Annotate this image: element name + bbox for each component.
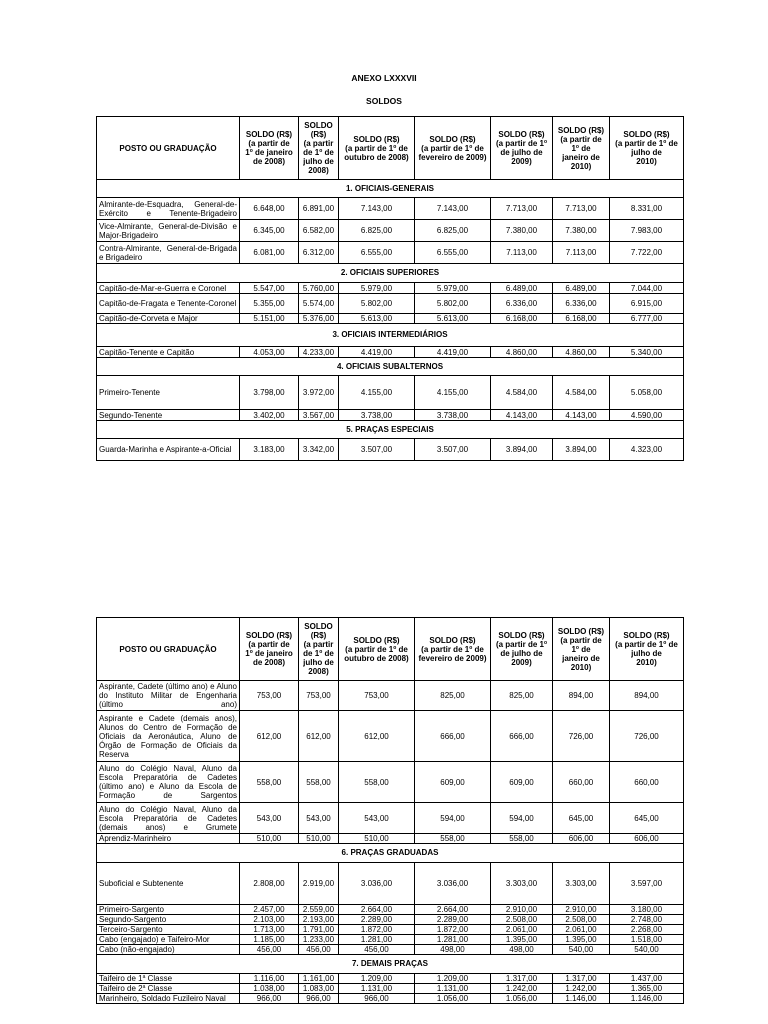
soldo-value: 3.507,00: [339, 439, 415, 461]
header-col3: SOLDO (R$) (a partir de 1$^o$ de outubro de 2008): [339, 618, 415, 681]
soldo-value: 3.342,00: [299, 439, 339, 461]
section-heading: 5. PRAÇAS ESPECIAIS: [97, 421, 684, 439]
soldo-value: 2.910,00: [553, 905, 610, 915]
soldo-value: 612,00: [240, 711, 299, 762]
soldo-value: 1.233,00: [299, 935, 339, 945]
soldo-value: 894,00: [553, 681, 610, 711]
section-heading: 2. OFICIAIS SUPERIORES: [97, 264, 684, 283]
soldo-value: 5.376,00: [299, 314, 339, 324]
soldo-value: 6.312,00: [299, 242, 339, 264]
soldo-value: 7.044,00: [610, 283, 684, 294]
soldo-value: 966,00: [339, 994, 415, 1004]
soldo-value: 1.209,00: [415, 974, 491, 984]
soldo-value: 1.281,00: [339, 935, 415, 945]
soldo-value: 4.584,00: [553, 376, 610, 410]
table-row: [97, 834, 684, 844]
header-col5: SOLDO (R$) (a partir de 1$^o$ de julho de 2009): [491, 618, 553, 681]
rank-name: Aspirante e Cadete (demais anos), Alunos do Centro de Formação de Oficiais da Aeronáutica, Aluno de Órgão de Formação de Oficiais da Reserva: [97, 711, 240, 762]
soldo-value: 498,00: [491, 945, 553, 955]
soldo-value: 753,00: [240, 681, 299, 711]
soldo-value: 1.317,00: [553, 974, 610, 984]
soldo-value: 5.760,00: [299, 283, 339, 294]
soldo-value: 6.648,00: [240, 198, 299, 220]
soldo-value: 825,00: [415, 681, 491, 711]
soldo-value: 3.798,00: [240, 376, 299, 410]
table-row: [97, 863, 684, 905]
rank-name: Primeiro-Tenente: [97, 376, 240, 410]
soldo-value: 606,00: [610, 834, 684, 844]
soldo-value: 3.597,00: [610, 863, 684, 905]
soldo-value: 666,00: [415, 711, 491, 762]
rank-name: Aluno do Colégio Naval, Aluno da Escola Preparatória de Cadetes (último ano) e Aluno da Escola de Formação de Sargentos: [97, 762, 240, 803]
soldo-value: 1.131,00: [415, 984, 491, 994]
table-row: [97, 935, 684, 945]
table-row: [97, 994, 684, 1004]
soldo-value: 1.395,00: [491, 935, 553, 945]
rank-name: Aspirante, Cadete (último ano) e Aluno do Instituto Militar de Engenharia (último ano): [97, 681, 240, 711]
soldo-value: 6.555,00: [415, 242, 491, 264]
soldo-value: 6.555,00: [339, 242, 415, 264]
soldo-value: 456,00: [299, 945, 339, 955]
soldo-value: 726,00: [553, 711, 610, 762]
table-row: [97, 283, 684, 294]
soldo-value: 543,00: [240, 803, 299, 834]
table-row: [97, 925, 684, 935]
soldo-value: 7.380,00: [553, 220, 610, 242]
soldo-value: 6.825,00: [339, 220, 415, 242]
soldo-value: 1.185,00: [240, 935, 299, 945]
soldo-value: 7.983,00: [610, 220, 684, 242]
soldo-value: 5.574,00: [299, 294, 339, 314]
header-posto: POSTO OU GRADUAÇÃO: [97, 618, 240, 681]
soldo-value: 1.317,00: [491, 974, 553, 984]
soldo-value: 3.567,00: [299, 410, 339, 421]
rank-name: Taifeiro de 2$^a$ Classe: [97, 984, 240, 994]
soldo-value: 558,00: [339, 762, 415, 803]
soldo-value: 8.331,00: [610, 198, 684, 220]
soldo-value: 1.038,00: [240, 984, 299, 994]
soldo-value: 5.613,00: [339, 314, 415, 324]
soldo-value: 6.777,00: [610, 314, 684, 324]
soldo-value: 3.036,00: [339, 863, 415, 905]
document-subtitle: SOLDOS: [366, 96, 402, 106]
soldo-value: 4.584,00: [491, 376, 553, 410]
soldo-value: 1.242,00: [491, 984, 553, 994]
soldo-value: 558,00: [299, 762, 339, 803]
rank-name: Aprendiz-Marinheiro: [97, 834, 240, 844]
soldo-value: 6.345,00: [240, 220, 299, 242]
soldo-value: 6.336,00: [491, 294, 553, 314]
header-posto: POSTO OU GRADUAÇÃO: [97, 117, 240, 180]
soldo-value: 1.083,00: [299, 984, 339, 994]
soldo-value: 612,00: [299, 711, 339, 762]
soldo-value: 5.802,00: [415, 294, 491, 314]
rank-name: Capitão-Tenente e Capitão: [97, 347, 240, 358]
section-heading: 6. PRAÇAS GRADUADAS: [97, 844, 684, 863]
table-row: [97, 220, 684, 242]
soldo-value: 3.738,00: [415, 410, 491, 421]
soldo-value: 510,00: [339, 834, 415, 844]
soldo-value: 6.336,00: [553, 294, 610, 314]
header-col4: SOLDO (R$) (a partir de 1$^o$ de fevereiro de 2009): [415, 618, 491, 681]
header-row: [97, 117, 684, 180]
soldo-value: 2.919,00: [299, 863, 339, 905]
soldo-value: 2.664,00: [339, 905, 415, 915]
section-heading: 4. OFICIAIS SUBALTERNOS: [97, 358, 684, 376]
soldo-value: 7.380,00: [491, 220, 553, 242]
rank-name: Contra-Almirante, General-de-Brigada e Brigadeiro: [97, 242, 240, 264]
soldo-value: 726,00: [610, 711, 684, 762]
header-col6: SOLDO (R$) (a partir de 1$^o$ de janeiro de 2010): [553, 618, 610, 681]
soldo-value: 3.303,00: [553, 863, 610, 905]
soldo-value: 1.116,00: [240, 974, 299, 984]
soldo-value: 2.103,00: [240, 915, 299, 925]
soldo-value: 2.061,00: [491, 925, 553, 935]
soldo-value: 6.825,00: [415, 220, 491, 242]
soldo-value: 5.613,00: [415, 314, 491, 324]
rank-name: Capitão-de-Mar-e-Guerra e Coronel: [97, 283, 240, 294]
soldo-value: 894,00: [610, 681, 684, 711]
soldo-value: 1.872,00: [339, 925, 415, 935]
soldo-value: 1.161,00: [299, 974, 339, 984]
soldo-value: 2.559,00: [299, 905, 339, 915]
table-row: [97, 439, 684, 461]
header-col5: SOLDO (R$) (a partir de 1$^o$ de julho de 2009): [491, 117, 553, 180]
soldo-value: 4.590,00: [610, 410, 684, 421]
rank-name: Aluno do Colégio Naval, Aluno da Escola Preparatória de Cadetes (demais anos) e Grumete: [97, 803, 240, 834]
table-row: [97, 945, 684, 955]
soldo-value: 2.193,00: [299, 915, 339, 925]
table-row: [97, 984, 684, 994]
soldo-value: 6.489,00: [491, 283, 553, 294]
rank-name: Guarda-Marinha e Aspirante-a-Oficial: [97, 439, 240, 461]
soldo-value: 4.143,00: [553, 410, 610, 421]
soldo-value: 7.713,00: [553, 198, 610, 220]
soldo-value: 4.860,00: [553, 347, 610, 358]
soldo-value: 3.180,00: [610, 905, 684, 915]
soldo-value: 558,00: [491, 834, 553, 844]
soldo-value: 5.802,00: [339, 294, 415, 314]
rank-name: Cabo (não-engajado): [97, 945, 240, 955]
soldo-value: 1.056,00: [491, 994, 553, 1004]
soldo-value: 5.058,00: [610, 376, 684, 410]
soldo-value: 2.457,00: [240, 905, 299, 915]
soldo-value: 1.791,00: [299, 925, 339, 935]
header-col1: SOLDO (R$) (a partir de 1$^o$ de janeiro de 2008): [240, 117, 299, 180]
header-col6: SOLDO (R$) (a partir de 1$^o$ de janeiro de 2010): [553, 117, 610, 180]
soldo-value: 4.053,00: [240, 347, 299, 358]
soldo-value: 1.209,00: [339, 974, 415, 984]
soldo-value: 3.738,00: [339, 410, 415, 421]
soldo-value: 7.113,00: [491, 242, 553, 264]
soldo-value: 6.168,00: [553, 314, 610, 324]
soldo-value: 660,00: [553, 762, 610, 803]
rank-name: Capitão-de-Fragata e Tenente-Coronel: [97, 294, 240, 314]
annex-title: ANEXO LXXXVII: [351, 73, 417, 83]
soldo-value: 606,00: [553, 834, 610, 844]
rank-name: Segundo-Tenente: [97, 410, 240, 421]
soldo-value: 4.419,00: [339, 347, 415, 358]
soldo-value: 4.419,00: [415, 347, 491, 358]
soldo-value: 2.910,00: [491, 905, 553, 915]
table-row: [97, 711, 684, 762]
soldo-value: 543,00: [299, 803, 339, 834]
soldo-value: 1.518,00: [610, 935, 684, 945]
soldo-value: 753,00: [339, 681, 415, 711]
soldo-value: 966,00: [299, 994, 339, 1004]
table-row: [97, 762, 684, 803]
rank-name: Vice-Almirante, General-de-Divisão e Major-Brigadeiro: [97, 220, 240, 242]
table-row: [97, 410, 684, 421]
table-row: [97, 347, 684, 358]
soldo-value: 966,00: [240, 994, 299, 1004]
soldo-value: 612,00: [339, 711, 415, 762]
rank-name: Segundo-Sargento: [97, 915, 240, 925]
table-row: [97, 681, 684, 711]
soldo-value: 645,00: [610, 803, 684, 834]
soldo-value: 540,00: [553, 945, 610, 955]
soldo-value: 4.860,00: [491, 347, 553, 358]
table-row: [97, 242, 684, 264]
soldo-value: 1.713,00: [240, 925, 299, 935]
soldo-value: 1.395,00: [553, 935, 610, 945]
soldo-value: 2.664,00: [415, 905, 491, 915]
soldo-value: 5.151,00: [240, 314, 299, 324]
soldo-value: 6.489,00: [553, 283, 610, 294]
table-row: [97, 915, 684, 925]
soldo-value: 3.402,00: [240, 410, 299, 421]
soldo-value: 4.155,00: [415, 376, 491, 410]
soldo-value: 2.508,00: [491, 915, 553, 925]
header-col3: SOLDO (R$) (a partir de 1$^o$ de outubro de 2008): [339, 117, 415, 180]
rank-name: Primeiro-Sargento: [97, 905, 240, 915]
section-heading: 1. OFICIAIS-GENERAIS: [97, 180, 684, 198]
header-col2: SOLDO (R$) (a partir de 1$^o$ de julho de 2008): [299, 117, 339, 180]
soldo-value: 2.508,00: [553, 915, 610, 925]
soldo-value: 6.915,00: [610, 294, 684, 314]
soldo-value: 1.146,00: [553, 994, 610, 1004]
soldo-value: 2.808,00: [240, 863, 299, 905]
soldo-value: 543,00: [339, 803, 415, 834]
soldo-value: 4.143,00: [491, 410, 553, 421]
header-col4: SOLDO (R$) (a partir de 1$^o$ de fevereiro de 2009): [415, 117, 491, 180]
soldo-value: 5.979,00: [339, 283, 415, 294]
soldo-value: 6.081,00: [240, 242, 299, 264]
soldo-value: 3.894,00: [553, 439, 610, 461]
soldo-value: 1.872,00: [415, 925, 491, 935]
soldo-value: 4.233,00: [299, 347, 339, 358]
soldo-value: 3.972,00: [299, 376, 339, 410]
soldo-value: 4.155,00: [339, 376, 415, 410]
soldo-value: 645,00: [553, 803, 610, 834]
soldo-value: 1.056,00: [415, 994, 491, 1004]
section-heading: 3. OFICIAIS INTERMEDIÁRIOS: [97, 324, 684, 347]
soldo-value: 1.131,00: [339, 984, 415, 994]
soldo-value: 558,00: [415, 834, 491, 844]
soldo-value: 2.268,00: [610, 925, 684, 935]
header-col7: SOLDO (R$) (a partir de 1$^o$ de julho de 2010): [610, 117, 684, 180]
table-row: [97, 905, 684, 915]
soldo-value: 594,00: [491, 803, 553, 834]
rank-name: Suboficial e Subtenente: [97, 863, 240, 905]
soldo-value: 825,00: [491, 681, 553, 711]
soldo-value: 1.437,00: [610, 974, 684, 984]
soldo-value: 1.242,00: [553, 984, 610, 994]
header-row: [97, 618, 684, 681]
rank-name: Almirante-de-Esquadra, General-de-Exército e Tenente-Brigadeiro: [97, 198, 240, 220]
soldo-value: 2.289,00: [415, 915, 491, 925]
soldos-table-1: [96, 116, 684, 461]
soldo-value: 660,00: [610, 762, 684, 803]
header-col7: SOLDO (R$) (a partir de 1$^o$ de julho de 2010): [610, 618, 684, 681]
soldo-value: 5.979,00: [415, 283, 491, 294]
soldo-value: 7.713,00: [491, 198, 553, 220]
soldo-value: 5.340,00: [610, 347, 684, 358]
table-row: [97, 974, 684, 984]
soldo-value: 2.061,00: [553, 925, 610, 935]
header-col2: SOLDO (R$) (a partir de 1$^o$ de julho de 2008): [299, 618, 339, 681]
soldo-value: 6.582,00: [299, 220, 339, 242]
soldo-value: 1.365,00: [610, 984, 684, 994]
table-row: [97, 198, 684, 220]
rank-name: Marinheiro, Soldado Fuzileiro Naval: [97, 994, 240, 1004]
soldo-value: 4.323,00: [610, 439, 684, 461]
soldo-value: 1.281,00: [415, 935, 491, 945]
section-heading: 7. DEMAIS PRAÇAS: [97, 955, 684, 974]
soldo-value: 2.289,00: [339, 915, 415, 925]
soldo-value: 609,00: [491, 762, 553, 803]
soldo-value: 510,00: [240, 834, 299, 844]
soldo-value: 540,00: [610, 945, 684, 955]
soldo-value: 6.891,00: [299, 198, 339, 220]
table-row: [97, 803, 684, 834]
soldo-value: 753,00: [299, 681, 339, 711]
rank-name: Terceiro-Sargento: [97, 925, 240, 935]
table-row: [97, 376, 684, 410]
soldo-value: 7.113,00: [553, 242, 610, 264]
soldo-value: 666,00: [491, 711, 553, 762]
soldo-value: 7.722,00: [610, 242, 684, 264]
rank-name: Capitão-de-Corveta e Major: [97, 314, 240, 324]
soldo-value: 510,00: [299, 834, 339, 844]
soldo-value: 7.143,00: [415, 198, 491, 220]
soldo-value: 498,00: [415, 945, 491, 955]
table-row: [97, 314, 684, 324]
soldo-value: 1.146,00: [610, 994, 684, 1004]
soldo-value: 3.894,00: [491, 439, 553, 461]
table-row: [97, 294, 684, 314]
soldo-value: 5.355,00: [240, 294, 299, 314]
soldo-value: 7.143,00: [339, 198, 415, 220]
soldo-value: 6.168,00: [491, 314, 553, 324]
soldo-value: 3.507,00: [415, 439, 491, 461]
soldo-value: 609,00: [415, 762, 491, 803]
header-col1: SOLDO (R$) (a partir de 1$^o$ de janeiro de 2008): [240, 618, 299, 681]
soldo-value: 3.183,00: [240, 439, 299, 461]
soldo-value: 3.036,00: [415, 863, 491, 905]
soldo-value: 5.547,00: [240, 283, 299, 294]
soldo-value: 3.303,00: [491, 863, 553, 905]
soldo-value: 594,00: [415, 803, 491, 834]
soldo-value: 456,00: [240, 945, 299, 955]
soldo-value: 456,00: [339, 945, 415, 955]
soldos-table-2: [96, 617, 684, 1004]
soldo-value: 2.748,00: [610, 915, 684, 925]
rank-name: Taifeiro de 1$^a$ Classe: [97, 974, 240, 984]
soldo-value: 558,00: [240, 762, 299, 803]
rank-name: Cabo (engajado) e Taifeiro-Mor: [97, 935, 240, 945]
